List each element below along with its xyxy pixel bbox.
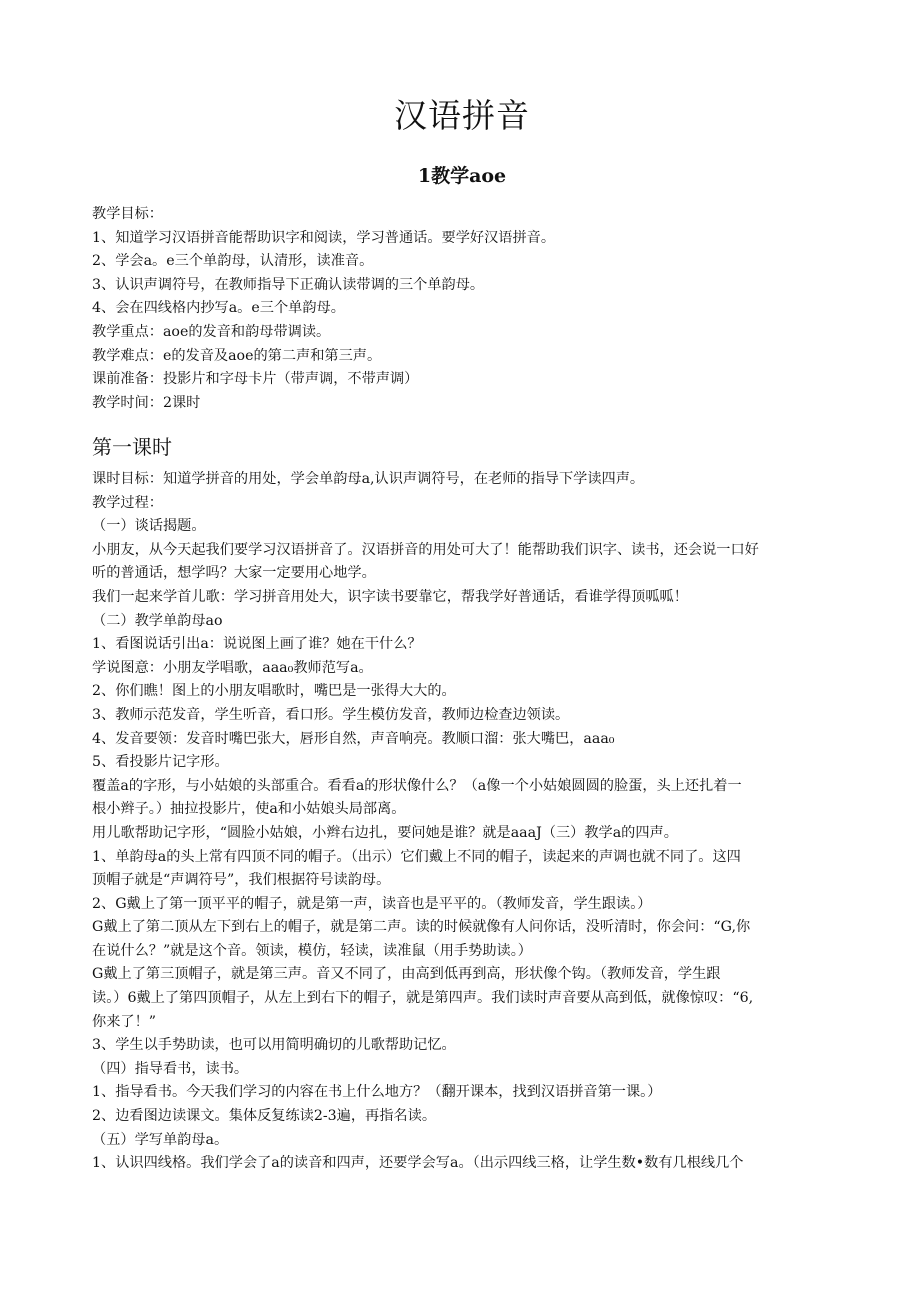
text-line: 2、边看图边读课文。集体反复练读2-3遍，再指名读。 <box>92 1108 437 1125</box>
text-line: 3、教师示范发音，学生听音，看口形。学生模仿发音，教师边检查边领读。 <box>92 706 570 723</box>
text-line: 课前准备：投影片和字母卡片（带声调，不带声调） <box>92 371 419 388</box>
lesson-content-block <box>92 468 832 1176</box>
lesson-subtitle: 1教学aoe <box>417 165 507 187</box>
text-line: 3、认识声调符号，在教师指导下正确认读带调的三个单韵母。 <box>92 276 485 293</box>
text-line: 教学时间：2课时 <box>92 394 201 411</box>
text-line: 听的普通话，想学吗？大家一定要用心地学。 <box>92 565 376 582</box>
text-line: 用儿歌帮助记字形，“圆脸小姑娘，小辫右边扎，要问她是谁？就是aaaJ（三）教学a的四声。 <box>92 824 678 841</box>
text-line: 学说图意：小朋友学唱歌，aaa₀教师范写a。 <box>92 659 373 676</box>
text-line: 4、发音要领：发音时嘴巴张大，唇形自然，声音响亮。教顺口溜：张大嘴巴，aaa₀ <box>92 730 615 747</box>
text-line: （二）教学单韵母ao <box>92 612 223 629</box>
text-line: 5、看投影片记字形。 <box>92 754 229 771</box>
text-line: 你来了！” <box>92 1013 157 1030</box>
text-line: （一）谈话揭题。 <box>92 518 206 535</box>
text-line: 根小辫子。）抽拉投影片，使a和小姑娘头局部离。 <box>92 801 406 818</box>
text-line: 1、单韵母a的头上常有四顶不同的帽子。（出示）它们戴上不同的帽子，读起来的声调也就不同了。这四 <box>92 848 741 865</box>
text-line: （五）学写单韵母a。 <box>92 1131 229 1148</box>
text-line: 1、知道学习汉语拼音能帮助识字和阅读，学习普通话。要学好汉语拼音。 <box>92 229 556 246</box>
text-line: 2、你们瞧！图上的小朋友唱歌时，嘴巴是一张得大大的。 <box>92 683 456 700</box>
text-line: 教学重点：aoe的发音和韵母带调读。 <box>92 323 331 340</box>
text-line: 覆盖a的字形，与小姑娘的头部重合。看看a的形状像什么？（a像一个小姑娘圆圆的脸蛋，头上还扎着一 <box>92 777 742 794</box>
text-line: 课时目标：知道学拼音的用处，学会单韵母a,认识声调符号，在老师的指导下学读四声。 <box>92 471 645 487</box>
text-line: 在说什么？”就是这个音。领读，模仿，轻读，读准鼠（用手势助读。） <box>92 942 532 959</box>
text-line: 4、会在四线格内抄写a。e三个单韵母。 <box>92 300 345 317</box>
section-heading: 第一课时 <box>92 435 172 459</box>
text-line: G戴上了第二顶从左下到右上的帽子，就是第二声。读的时候就像有人问你话，没听清时，你会问：“G,你 <box>92 919 751 936</box>
text-line: 3、学生以手势助读，也可以用简明确切的儿歌帮助记忆。 <box>92 1037 456 1054</box>
text-line: 教学目标： <box>92 206 163 222</box>
text-line: 教学过程： <box>92 494 163 511</box>
text-line: 读。）6戴上了第四顶帽子，从左上到右下的帽子，就是第四声。我们读时声音要从高到低，就像惊叹：“6, <box>92 990 754 1007</box>
text-line: 顶帽子就是“声调符号”，我们根据符号读韵母。 <box>92 872 391 889</box>
text-line: 我们一起来学首儿歌：学习拼音用处大，识字读书要靠它，帮我学好普通话，看谁学得顶呱呱！ <box>92 588 688 605</box>
text-line: 2、G戴上了第一顶平平的帽子，就是第一声，读音也是平平的。（教师发音，学生跟读。） <box>92 895 652 912</box>
text-line: 2、学会a。e三个单韵母，认清形，读准音。 <box>92 253 374 270</box>
teaching-objectives-block <box>92 203 832 415</box>
document-title: 汉语拼音 <box>394 96 530 135</box>
text-line: 1、看图说话引出a：说说图上画了谁？她在干什么？ <box>92 636 422 653</box>
text-line: （四）指导看书，读书。 <box>92 1060 249 1077</box>
text-line: 教学难点：e的发音及aoe的第二声和第三声。 <box>92 347 382 364</box>
text-line: 1、指导看书。今天我们学习的内容在书上什么地方？（翻开课本，找到汉语拼音第一课。） <box>92 1084 662 1101</box>
text-line: 1、认识四线格。我们学会了a的读音和四声，还要学会写a。（出示四线三格，让学生数•数有几根线几个 <box>92 1155 744 1172</box>
text-line: G戴上了第三顶帽子，就是第三声。音又不同了，由高到低再到高，形状像个钩。（教师发音，学生跟 <box>92 966 721 983</box>
text-line: 小朋友，从今天起我们要学习汉语拼音了。汉语拼音的用处可大了！能帮助我们识字、读书，还会说一口好 <box>92 541 759 558</box>
